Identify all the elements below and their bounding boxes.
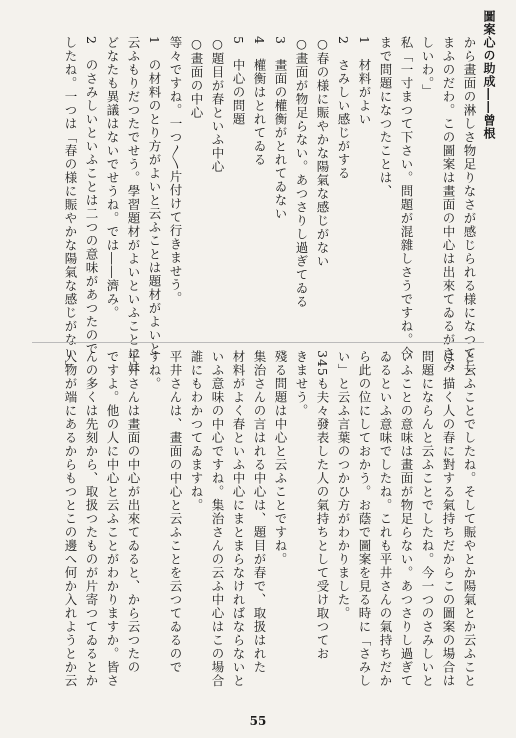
running-header: 圖案心の助成――曾根 xyxy=(482,10,496,140)
text-line: まで問題になつたことは、 xyxy=(378,36,393,198)
text-line: んの多くは先刻から、取扱つたものが片寄つてゐるとか xyxy=(84,350,99,688)
page-number: 55 xyxy=(249,714,267,728)
upper-text-block xyxy=(10,36,480,374)
text-line: から畫面の淋しさ物足りなさが感じられる様になつてし xyxy=(462,36,477,374)
text-line: したね。一つは「春の様に賑やかな陽氣な感じがない」 xyxy=(63,36,78,374)
text-line: 等々ですね。一つ〳〵片付けて行きませう。 xyxy=(168,36,183,305)
text-line: と云ふことでしたね。そして賑やとか陽氣とか云ふこと xyxy=(462,350,477,688)
text-line: ○畫面が物足らない。あつさりし過ぎてゐる xyxy=(294,36,309,309)
text-line: 5 中心の問題 xyxy=(231,36,246,126)
text-line: ○題目が春といふ中心 xyxy=(210,36,225,174)
text-line: 平井さんは畫面の中心が出來てゐると、から云つたの xyxy=(126,350,141,674)
section-divider xyxy=(32,342,484,343)
text-line: 云ふもりだつたでせう。學習題材がよいといふことには xyxy=(126,36,141,374)
text-line: 誰にもわかつてゐますね。 xyxy=(189,350,204,512)
text-line: 1 材料がよい xyxy=(357,36,372,126)
text-line: 人物が端にあるからもつとこの邊へ何か入れようとか云 xyxy=(63,350,78,688)
text-line: 4 權衡はとれてゐる xyxy=(252,36,267,167)
text-line: い」と云ふ言葉のつかひ方がわかりました。 xyxy=(336,350,351,620)
text-line: 3 畫面の權衡がとれてゐない xyxy=(273,36,288,221)
text-line: いふことの意味は畫面が物足らない。あつさりし過ぎて xyxy=(399,350,414,688)
text-line: 2 のさみしいといふことは二つの意味があつたので xyxy=(84,36,99,356)
text-line: 平井さんは、畫面の中心と云ふことを云つてゐるので xyxy=(168,350,183,674)
text-line: 1 の材料のとり方がよいと云ふことは題材がよいと xyxy=(147,36,162,356)
text-line: は、描く人の春に對する氣持ちだからこの圖案の場合は xyxy=(441,350,456,688)
text-line: 集治さんの言はれる中心は、題目が春で、取扱はれた xyxy=(252,350,267,674)
text-line: 345も夫々發表した人の氣持ちとして受け取つてお xyxy=(315,350,330,661)
text-line: すね。 xyxy=(147,350,162,391)
text-line: 問題にならんと云ふことでしたね。今一つのさみしいと xyxy=(420,350,435,688)
text-line: ○畫面の中心 xyxy=(189,36,204,120)
text-line: しいわ。」 xyxy=(420,36,435,98)
text-line: 私「一寸まつて下さい。問題が混雜しさうですね。今 xyxy=(399,36,414,360)
text-line: ○春の様に賑やかな陽氣な感じがない xyxy=(315,36,330,268)
text-line: ら此の位にしておかう。お蔭で圖案を見る時に「さみし xyxy=(357,350,372,688)
text-line: きませう。 xyxy=(294,350,309,418)
text-line: ゐるといふ意味でしたね。これも平井さんの氣持ちだか xyxy=(378,350,393,688)
text-line: いふ意味の中心ですね。集治さんの云ふ中心はこの場合 xyxy=(210,350,225,688)
text-line: ですよ。他の人に中心と云ふことがわかりますか。皆さ xyxy=(105,350,120,688)
lower-text-block xyxy=(10,350,480,710)
text-line: 殘る問題は中心と云ふことですね。 xyxy=(273,350,288,566)
text-line: どなたも異議はないでせうね。では――濟み。 xyxy=(105,36,120,320)
text-line: 2 さみしい感じがする xyxy=(336,36,351,180)
text-line: 材料がよく春といふ中心にまとまらなければならないと xyxy=(231,350,246,688)
text-line: まふのだわ。この圖案は畫面の中心は出來てゐるがさみ xyxy=(441,36,456,374)
